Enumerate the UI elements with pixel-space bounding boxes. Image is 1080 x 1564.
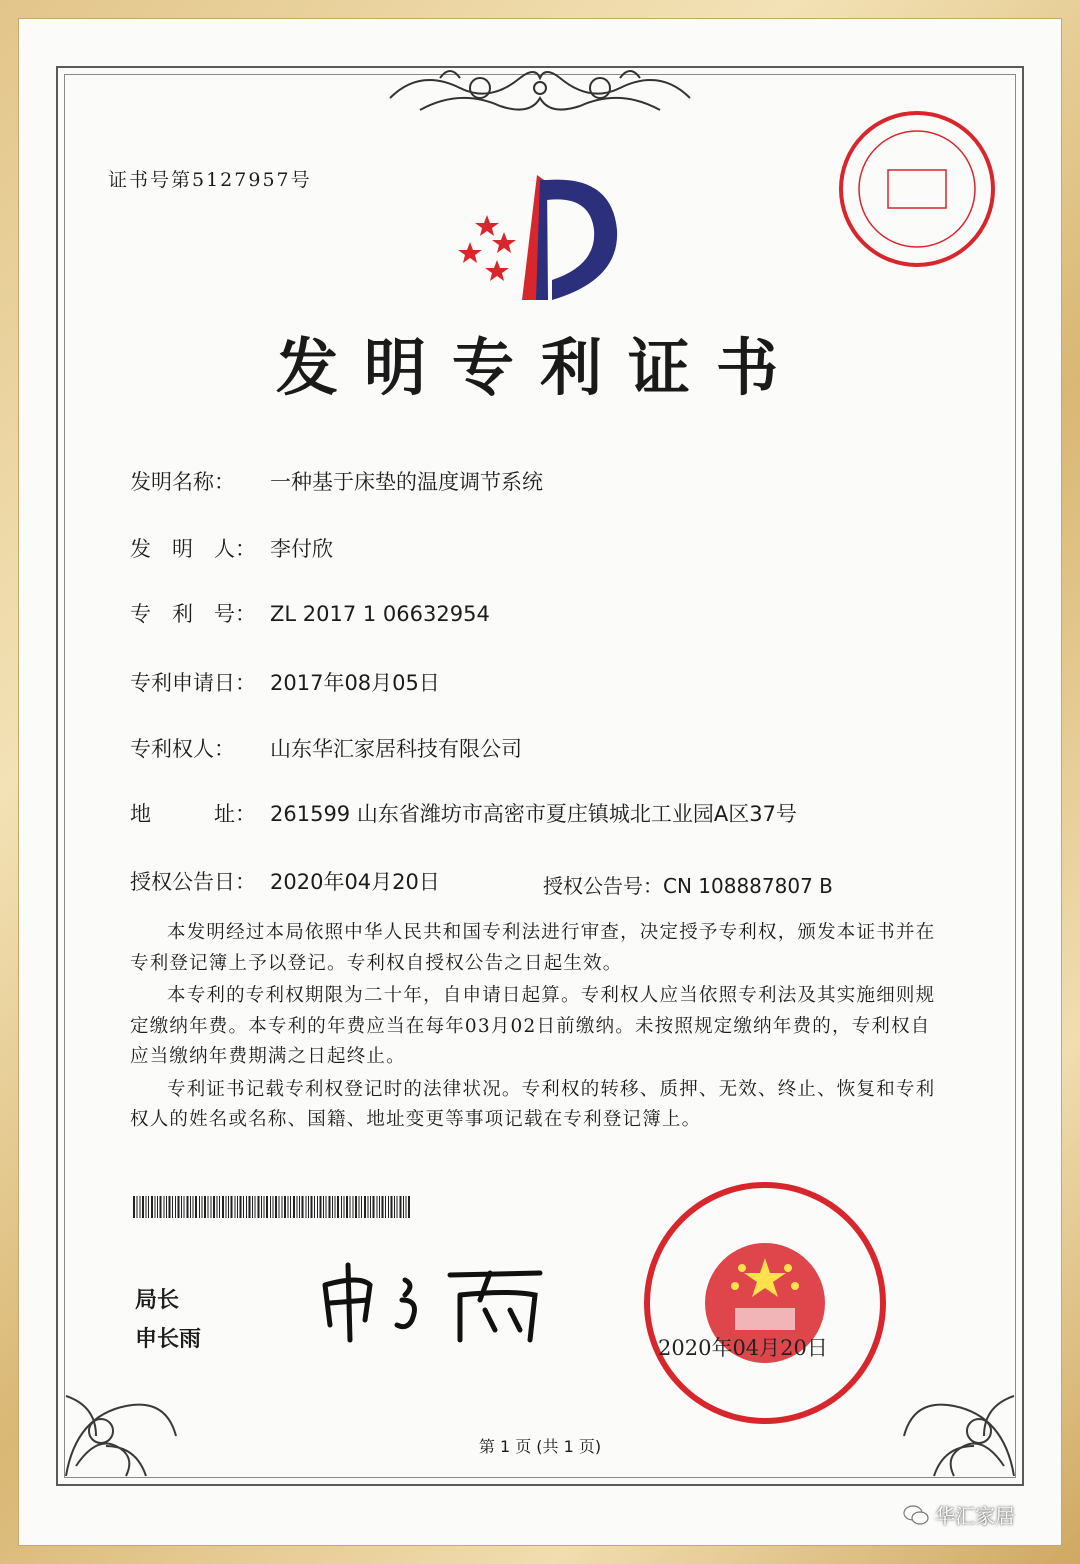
field-value: 山东华汇家居科技有限公司	[270, 737, 522, 761]
field-announcement-number	[543, 870, 833, 899]
body-paragraph: 本发明经过本局依照中华人民共和国专利法进行审查，决定授予专利权，颁发本证书并在专利登记簿上予以登记。专利权自授权公告之日起生效。	[130, 922, 936, 974]
body-paragraph: 本专利的专利权期限为二十年，自申请日起算。专利权人应当依照专利法及其实施细则规定缴纳年费。本专利的年费应当在每年03月02日前缴纳。未按照规定缴纳年费的，专利权自应当缴纳年费期满之日起终止。	[130, 985, 936, 1067]
wechat-icon	[903, 1504, 929, 1526]
field-value: ZL 2017 1 06632954	[270, 602, 490, 626]
national-ip-seal-icon	[640, 1178, 890, 1428]
field-label: 专 利 号：	[130, 602, 256, 626]
field-label: 发明名称：	[130, 470, 235, 494]
director-name: 申长雨	[135, 1327, 202, 1352]
barcode-icon	[133, 1196, 413, 1218]
field-value: 261599 山东省潍坊市高密市夏庄镇城北工业园A区37号	[270, 802, 797, 826]
field-label: 授权公告号：	[543, 874, 663, 898]
director-signature-icon	[310, 1255, 560, 1345]
tax-seal-icon	[836, 108, 998, 270]
certificate-body	[130, 918, 950, 1138]
field-invention-name	[130, 466, 543, 496]
field-label: 授权公告日：	[130, 870, 256, 894]
certificate-title: 发明专利证书	[275, 331, 804, 404]
corner-ornament-icon	[874, 1336, 1024, 1486]
page-info: 第 1 页 (共 1 页)	[478, 1437, 602, 1456]
field-label: 专利权人：	[130, 737, 235, 761]
field-address	[130, 798, 797, 828]
top-ornament-icon	[380, 58, 700, 120]
corner-ornament-icon	[56, 1336, 206, 1486]
field-inventor	[130, 533, 333, 563]
field-value: 2020年04月20日	[270, 870, 440, 894]
field-label: 专利申请日：	[130, 671, 256, 695]
seal-date: 2020年04月20日	[658, 1336, 828, 1360]
field-patentee	[130, 733, 522, 763]
field-application-date	[130, 667, 440, 697]
chinese-patent-logo-icon	[452, 160, 622, 305]
director-title: 局长	[135, 1288, 180, 1313]
field-label: 地 址：	[130, 802, 256, 826]
certificate-number: 证书号第5127957号	[108, 169, 312, 191]
watermark	[903, 1500, 1015, 1529]
field-value: 一种基于床垫的温度调节系统	[270, 470, 543, 494]
field-value: 李付欣	[270, 537, 333, 561]
field-grant-date	[130, 866, 440, 896]
field-value: CN 108887807 B	[663, 874, 833, 898]
watermark-text: 华汇家居	[935, 1504, 1015, 1528]
field-value: 2017年08月05日	[270, 671, 440, 695]
field-label: 发 明 人：	[130, 537, 256, 561]
body-paragraph: 专利证书记载专利权登记时的法律状况。专利权的转移、质押、无效、终止、恢复和专利权人的姓名或名称、国籍、地址变更等事项记载在专利登记簿上。	[130, 1078, 936, 1130]
field-patent-number	[130, 598, 490, 628]
